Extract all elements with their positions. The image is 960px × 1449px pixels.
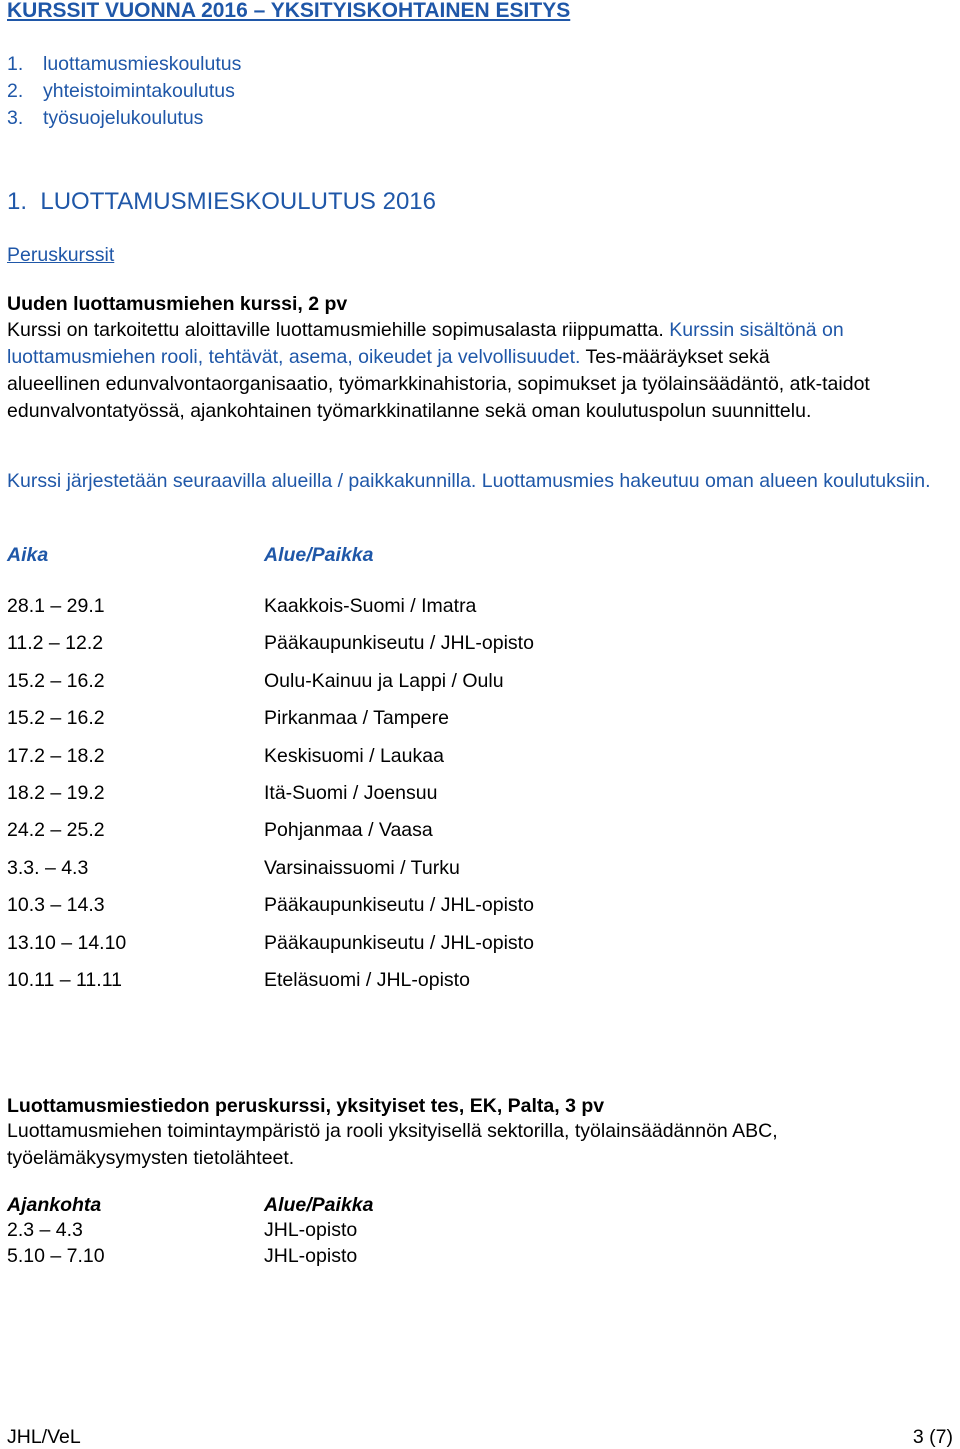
toc-label: työsuojelukoulutus — [43, 107, 204, 129]
page-number: 3 (7) — [912, 1426, 953, 1448]
row-time: 2.3 – 4.3 — [7, 1219, 83, 1241]
row-time: 10.3 – 14.3 — [7, 894, 105, 916]
course-title: Uuden luottamusmiehen kurssi, 2 pv — [7, 293, 348, 315]
row-time: 11.2 – 12.2 — [7, 632, 104, 654]
row-time: 24.2 – 25.2 — [7, 819, 105, 841]
row-place: Keskisuomi / Laukaa — [264, 745, 444, 767]
row-time: 18.2 – 19.2 — [7, 782, 105, 804]
table-row — [7, 930, 534, 957]
section-heading: 1. LUOTTAMUSMIESKOULUTUS 2016 — [7, 188, 436, 215]
row-time: 15.2 – 16.2 — [7, 670, 105, 692]
column-header-place: Alue/Paikka — [264, 544, 374, 566]
table-row — [7, 743, 444, 770]
table-row — [7, 593, 476, 620]
row-place: Eteläsuomi / JHL-opisto — [264, 969, 470, 991]
description-highlight: Kurssin sisältönä on — [663, 319, 844, 341]
table-row — [7, 1217, 357, 1244]
row-time: 5.10 – 7.10 — [7, 1245, 105, 1267]
row-place: Kaakkois-Suomi / Imatra — [264, 595, 477, 617]
table-row — [7, 1243, 357, 1270]
table-row — [7, 705, 449, 732]
course-description: Luottamusmiehen toimintaympäristö ja rooli yksityisellä sektorilla, työlainsäädännön ABC, työelämäkysymysten tietolähteet. — [7, 1120, 778, 1169]
row-place: Pirkanmaa / Tampere — [264, 707, 449, 729]
row-time: 3.3. – 4.3 — [7, 857, 89, 879]
table-row — [7, 855, 460, 882]
column-header-time: Aika — [7, 544, 49, 566]
row-time: 17.2 – 18.2 — [7, 745, 105, 767]
table-row — [7, 892, 534, 919]
toc-list — [7, 51, 241, 132]
row-place: Pääkaupunkiseutu / JHL-opisto — [264, 932, 534, 954]
table-row — [7, 817, 433, 844]
toc-label: yhteistoimintakoulutus — [43, 80, 235, 102]
row-place: Varsinaissuomi / Turku — [264, 857, 460, 879]
page-footer — [7, 1425, 953, 1449]
row-place: Pohjanmaa / Vaasa — [264, 819, 433, 841]
description-highlight: luottamusmiehen rooli, tehtävät, asema, oikeudet ja velvollisuudet. — [7, 346, 581, 368]
toc-number: 1. — [7, 53, 24, 75]
section-subheading[interactable]: Peruskurssit — [7, 244, 115, 266]
page-title: KURSSIT VUONNA 2016 – YKSITYISKOHTAINEN ESITYS — [7, 0, 571, 22]
column-header-time: Ajankohta — [7, 1194, 102, 1216]
description-text: alueellinen edunvalvontaorganisaatio, työmarkkinahistoria, sopimukset ja työlainsäädäntö, atk-taidot edunvalvontatyössä, ajankohtainen työmarkkinatilanne sekä oman koulutuspolun suunnittelu. — [7, 373, 870, 422]
toc-label: luottamusmieskoulutus — [43, 53, 242, 75]
course-title: Luottamusmiestiedon peruskurssi, yksityiset tes, EK, Palta, 3 pv — [7, 1095, 605, 1117]
table-header — [7, 1192, 373, 1219]
row-time: 13.10 – 14.10 — [7, 932, 127, 954]
row-place: Oulu-Kainuu ja Lappi / Oulu — [264, 670, 504, 692]
row-place: Pääkaupunkiseutu / JHL-opisto — [264, 894, 534, 916]
row-place: Itä-Suomi / Joensuu — [264, 782, 438, 804]
toc-item[interactable] — [7, 51, 241, 78]
description-text: Kurssi on tarkoitettu aloittaville luottamusmiehille sopimusalasta riippumatta. — [7, 319, 664, 341]
row-time: 28.1 – 29.1 — [7, 595, 105, 617]
description-text: Tes-määräykset sekä — [580, 346, 770, 368]
table-row — [7, 668, 504, 695]
column-header-place: Alue/Paikka — [264, 1194, 374, 1216]
toc-item[interactable] — [7, 105, 241, 132]
course-description — [7, 317, 953, 425]
row-place: Pääkaupunkiseutu / JHL-opisto — [264, 632, 534, 654]
row-place: JHL-opisto — [264, 1219, 358, 1241]
row-place: JHL-opisto — [264, 1245, 358, 1267]
table-row — [7, 780, 437, 807]
table-header — [7, 542, 373, 569]
table-row — [7, 967, 470, 994]
course-note: Kurssi järjestetään seuraavilla alueilla / paikkakunnilla. Luottamusmies hakeutuu oman alueen koulutuksiin. — [7, 470, 931, 492]
row-time: 10.11 – 11.11 — [7, 969, 122, 991]
toc-item[interactable] — [7, 78, 241, 105]
toc-number: 2. — [7, 80, 24, 102]
table-row — [7, 630, 534, 657]
row-time: 15.2 – 16.2 — [7, 707, 105, 729]
footer-left: JHL/VeL — [7, 1426, 81, 1448]
toc-number: 3. — [7, 107, 24, 129]
